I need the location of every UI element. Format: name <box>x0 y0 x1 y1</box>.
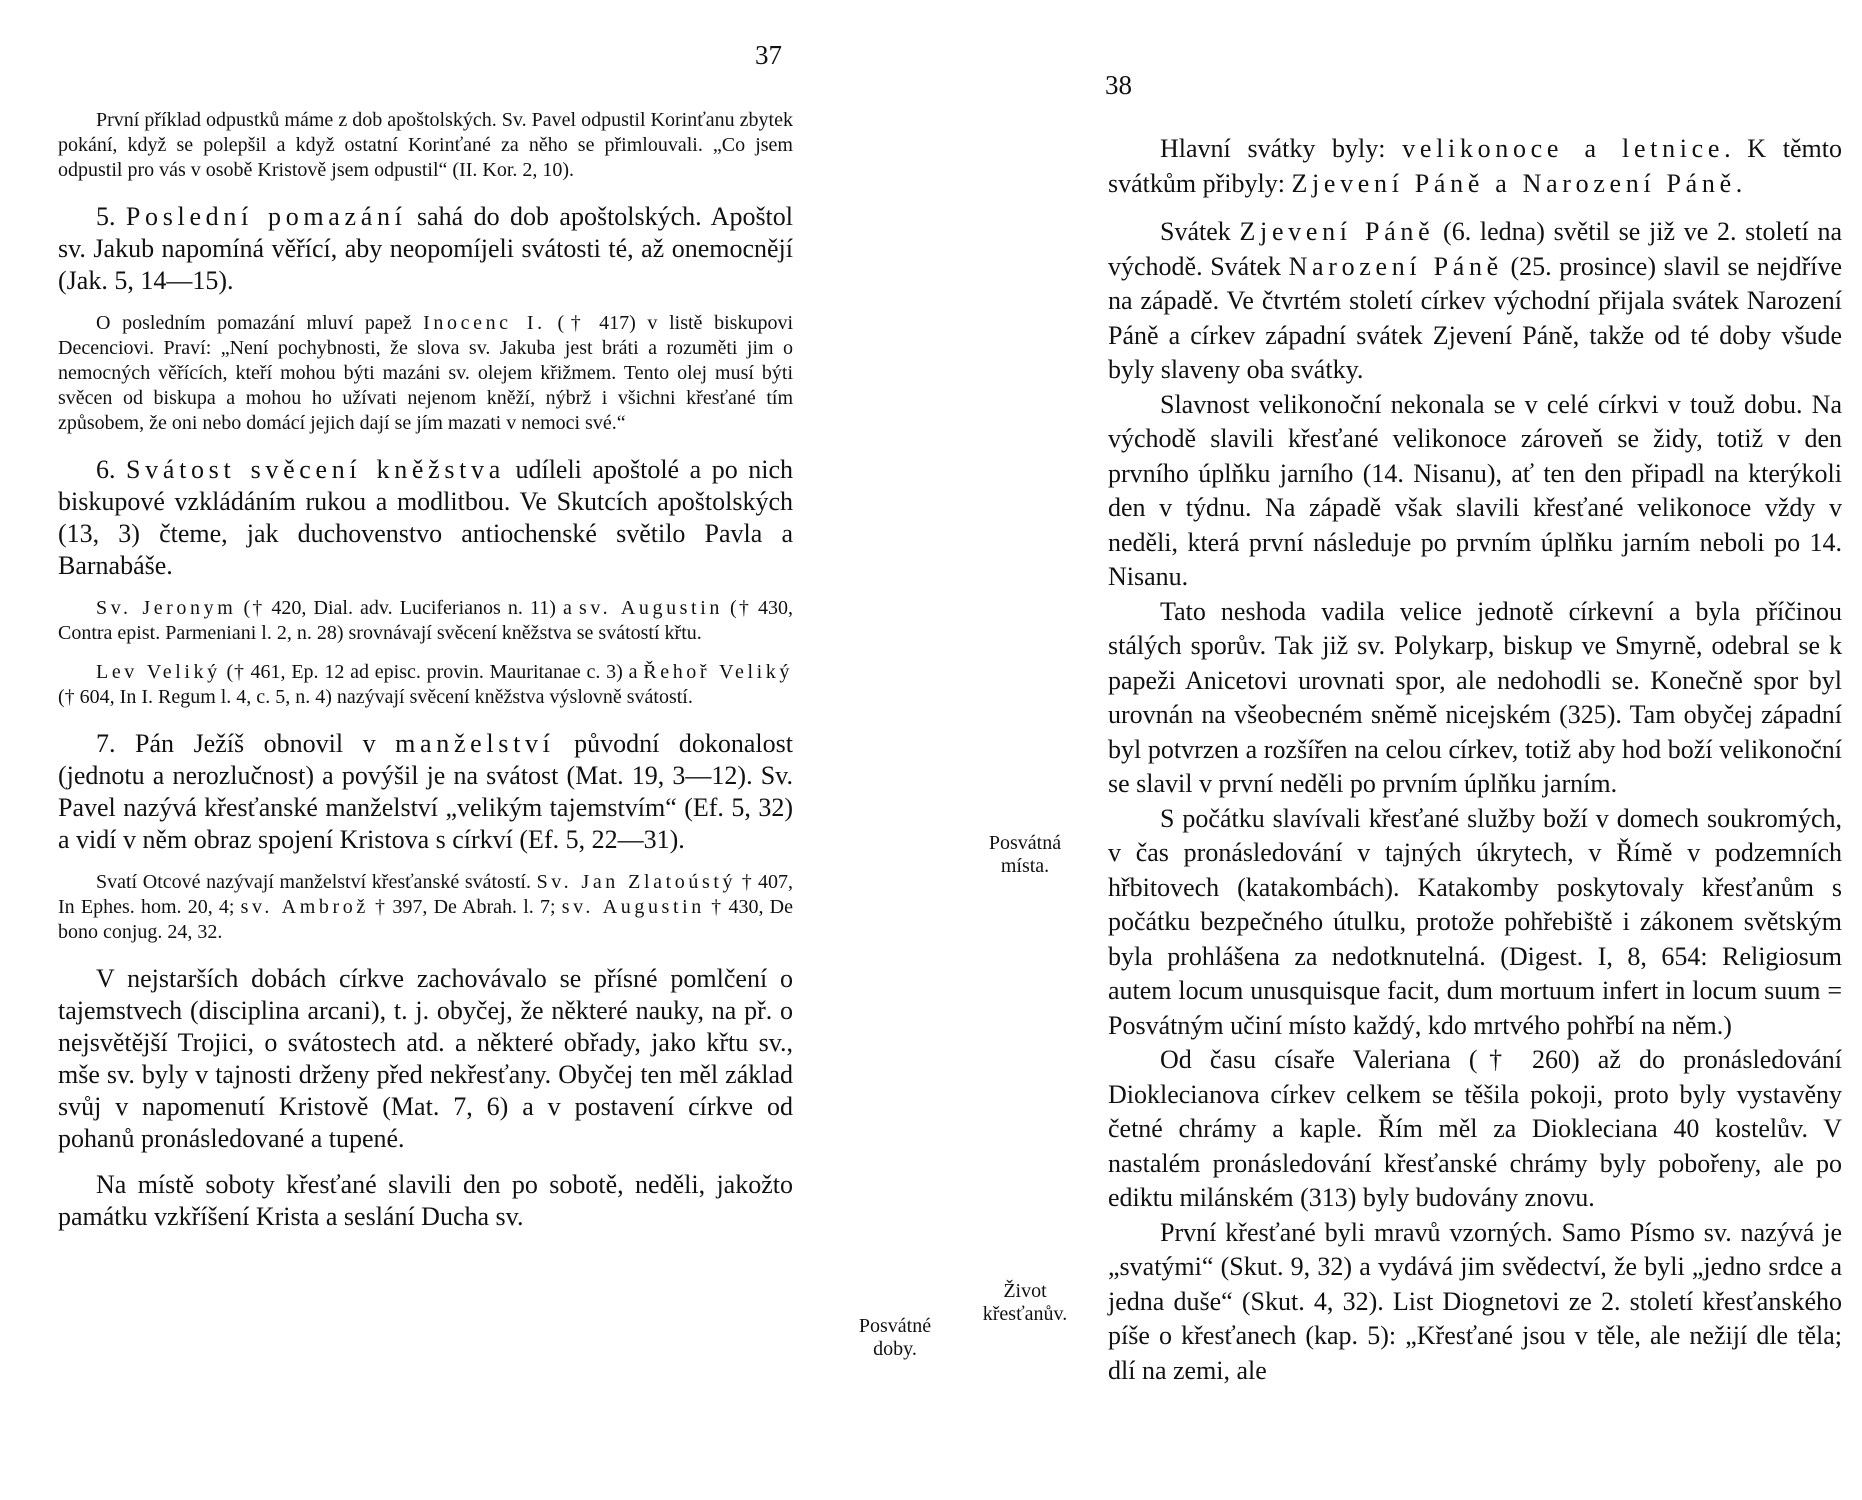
paragraph-fathers-marriage: Svatí Otcové nazývají manželství křesťanské svátostí. Sv. Jan Zlatoústý † 407, In Ephes. hom. 20, 4; sv. Ambrož † 397, De Abrah. l. 7; sv. Augustin † 430, De bono conjug. 24, 32. <box>58 871 793 943</box>
paragraph-last-anointing: 5. Poslední pomazání sahá do dob apoštolských. Apoštol sv. Jakub napomíná věřící, aby neopomíjeli svátosti té, až onemocnějí (Jak. 5, 14—15). <box>58 202 794 295</box>
page-37-body <box>58 108 793 1233</box>
term-svatost-sveceni: Svátost svěcení kněžstva <box>126 455 505 484</box>
paragraph-holy-orders: 6. Svátost svěcení kněžstva udíleli apoštolé a po nich biskupové vzkládáním rukou a modlitbou. Ve Skutcích apoštolských (13, 3) čteme, jak duchovenstvo antiochenské světilo Pavla a Barnabáše. <box>58 455 794 580</box>
paragraph-sunday: Na místě soboty křesťané slavili den po sobotě, neděli, jakožto památku vzkříšení Krista a seslání Ducha sv. <box>58 1170 793 1231</box>
margin-note-posvatna-mista: Posvátná místa. <box>988 832 1062 877</box>
name-inocenc: Inocenc I. <box>423 312 546 334</box>
paragraph-main-feasts: Hlavní svátky byly: velikonoce a letnice. K těmto svátkům přibyly: Zjevení Páně a Narození Páně. <box>1108 134 1842 198</box>
term-posledni-pomazani: Poslední pomazání <box>125 202 407 231</box>
paragraph-innocent: O posledním pomazání mluví papež Inocenc I. († 417) v listě biskupovi Decenciovi. Praví: „Není pochybnosti, že slova sv. Jakuba jest bráti a rozuměti jim o nemocných věřících, kteří mohou býti mazáni sv. olejem křižmem. Tento olej musí býti svěcen od biskupa a mohou ho užívati nejenom kněží, nýbrž i všichni křesťané tím způsobem, že oni nebo domácí jejich dají se jím mazati v nemoci své.“ <box>58 312 793 434</box>
paragraph-disciplina-arcani: V nejstarších dobách církve zachovávalo se přísné pomlčení o tajemstvech (disciplina arcani), t. j. obyčej, že některé nauky, na př. o nejsvětější Trojici, o svátostech atd. a některé obřady, jako křtu sv., mše sv. byly v tajnosti drženy před nekřesťany. Obyčej ten měl základ svůj v napomenutí Kristově (Mat. 7, 6) a v postavení církve od pohanů pronásledované a tupené. <box>58 964 793 1153</box>
page-number: 38 <box>1105 70 1132 100</box>
paragraph-leo-gregory: Lev Veliký († 461, Ep. 12 ad episc. provin. Mauritanae c. 3) a Řehoř Veliký († 604, In I. Regum l. 4, c. 5, n. 4) nazývají svěcení kněžstva výslovně svátostí. <box>58 661 793 708</box>
term-manzelstvi: manželství <box>395 729 555 758</box>
paragraph-epiphany-nativity: Svátek Zjevení Páně (6. ledna) světil se již ve 2. století na východě. Svátek Narození Páně (25. prosince) slavil se nejdříve na západě. Ve čtvrtém století církev východní přijala svátek Narození Páně a církev západní svátek Zjevení Páně, takže od té doby všude byly slaveny oba svátky. <box>1108 217 1842 384</box>
paragraph-valerian: Od času císaře Valeriana († 260) až do pronásledování Dioklecianova církev celkem se těšila pokoji, proto byly vystavěny četné chrámy a kaple. Řím měl za Diokleciana 40 kostelův. V nastalém pronásledování křesťanské chrámy byly pobořeny, ale po ediktu milánském (313) byly budovány znovu. <box>1108 1045 1842 1212</box>
paragraph-indulgences: První příklad odpustků máme z dob apoštolských. Sv. Pavel odpustil Korinťanu zbytek pokání, když se polepšil a když ostatní Korinťané za něho se přimlouvali. „Co jsem odpustil pro vás v osobě Kristově jsem odpustil“ (II. Kor. 2, 10). <box>58 109 793 181</box>
paragraph-jerome-augustine: Sv. Jeronym († 420, Dial. adv. Luciferianos n. 11) a sv. Augustin († 430, Contra epist. Parmeniani l. 2, n. 28) srovnávají svěcení kněžstva se svátostí křtu. <box>58 597 793 644</box>
margin-note-posvatne-doby: Posvátné doby. <box>858 1315 932 1360</box>
paragraph-disagreement: Tato neshoda vadila velice jednotě církevní a byla příčinou stálých sporův. Tak již sv. Polykarp, biskup ve Smyrně, odebral se k papeži Anicetovi urovnati spor, ale nedohodli se. Konečně spor byl urovnán na všeobecném sněmě nicejském (325). Tam obyčej západní byl potvrzen a rozšířen na celou církev, totiž aby hod boží velikonoční se slavil v první neděli po prvním úplňku jarním. <box>1108 596 1842 798</box>
page-38-body <box>1108 132 1842 1388</box>
page-number: 37 <box>755 40 782 70</box>
paragraph-sacred-places: S počátku slavívali křesťané služby boží v domech soukromých, v čas pronásledování v tajných úkrytech, v Římě v podzemních hřbitovech (katakombách). Katakomby poskytovaly křesťanům s počátku bezpečného útulku, protože pohřebiště i zákonem světským byla prohlášena za nedotknutelná. (Digest. I, 8, 654: Religiosum autem locum unusquisque facit, dum mortuum infert in locum suum = Posvátným učiní místo každý, kdo mrtvého pohřbí na něm.) <box>1108 803 1842 1040</box>
margin-note-zivot-krestanuv: Život křesťanův. <box>982 1280 1068 1325</box>
paragraph-christian-life: První křesťané byli mravů vzorných. Samo Písmo sv. nazývá je „svatými“ (Skut. 9, 32) a vydává jim svědectví, že byli „jedno srdce a jedna duše“ (Skut. 4, 32). List Diognetovi ze 2. století křesťanského píše o křesťanech (kap. 5): „Křesťané jsou v těle, ale nežijí dle těla; dlí na zemi, ale <box>1108 1217 1842 1385</box>
paragraph-marriage: 7. Pán Ježíš obnovil v manželství původní dokonalost (jednotu a nerozlučnost) a povýšil je na svátost (Mat. 19, 3—12). Sv. Pavel nazývá křesťanské manželství „velikým tajemstvím“ (Ef. 5, 32) a vidí v něm obraz spojení Kristova s církví (Ef. 5, 22—31). <box>58 729 793 854</box>
paragraph-easter: Slavnost velikonoční nekonala se v celé církvi v touž dobu. Na východě slavili křesťané velikonoce zároveň se židy, totiž v den prvního úplňku jarního (14. Nisanu), ať ten den připadl na kterýkoli den v týdnu. Na západě však slavili křesťané velikonoce vždy v neděli, která první následuje po prvním úplňku jarním neboli po 14. Nisanu. <box>1108 389 1842 591</box>
